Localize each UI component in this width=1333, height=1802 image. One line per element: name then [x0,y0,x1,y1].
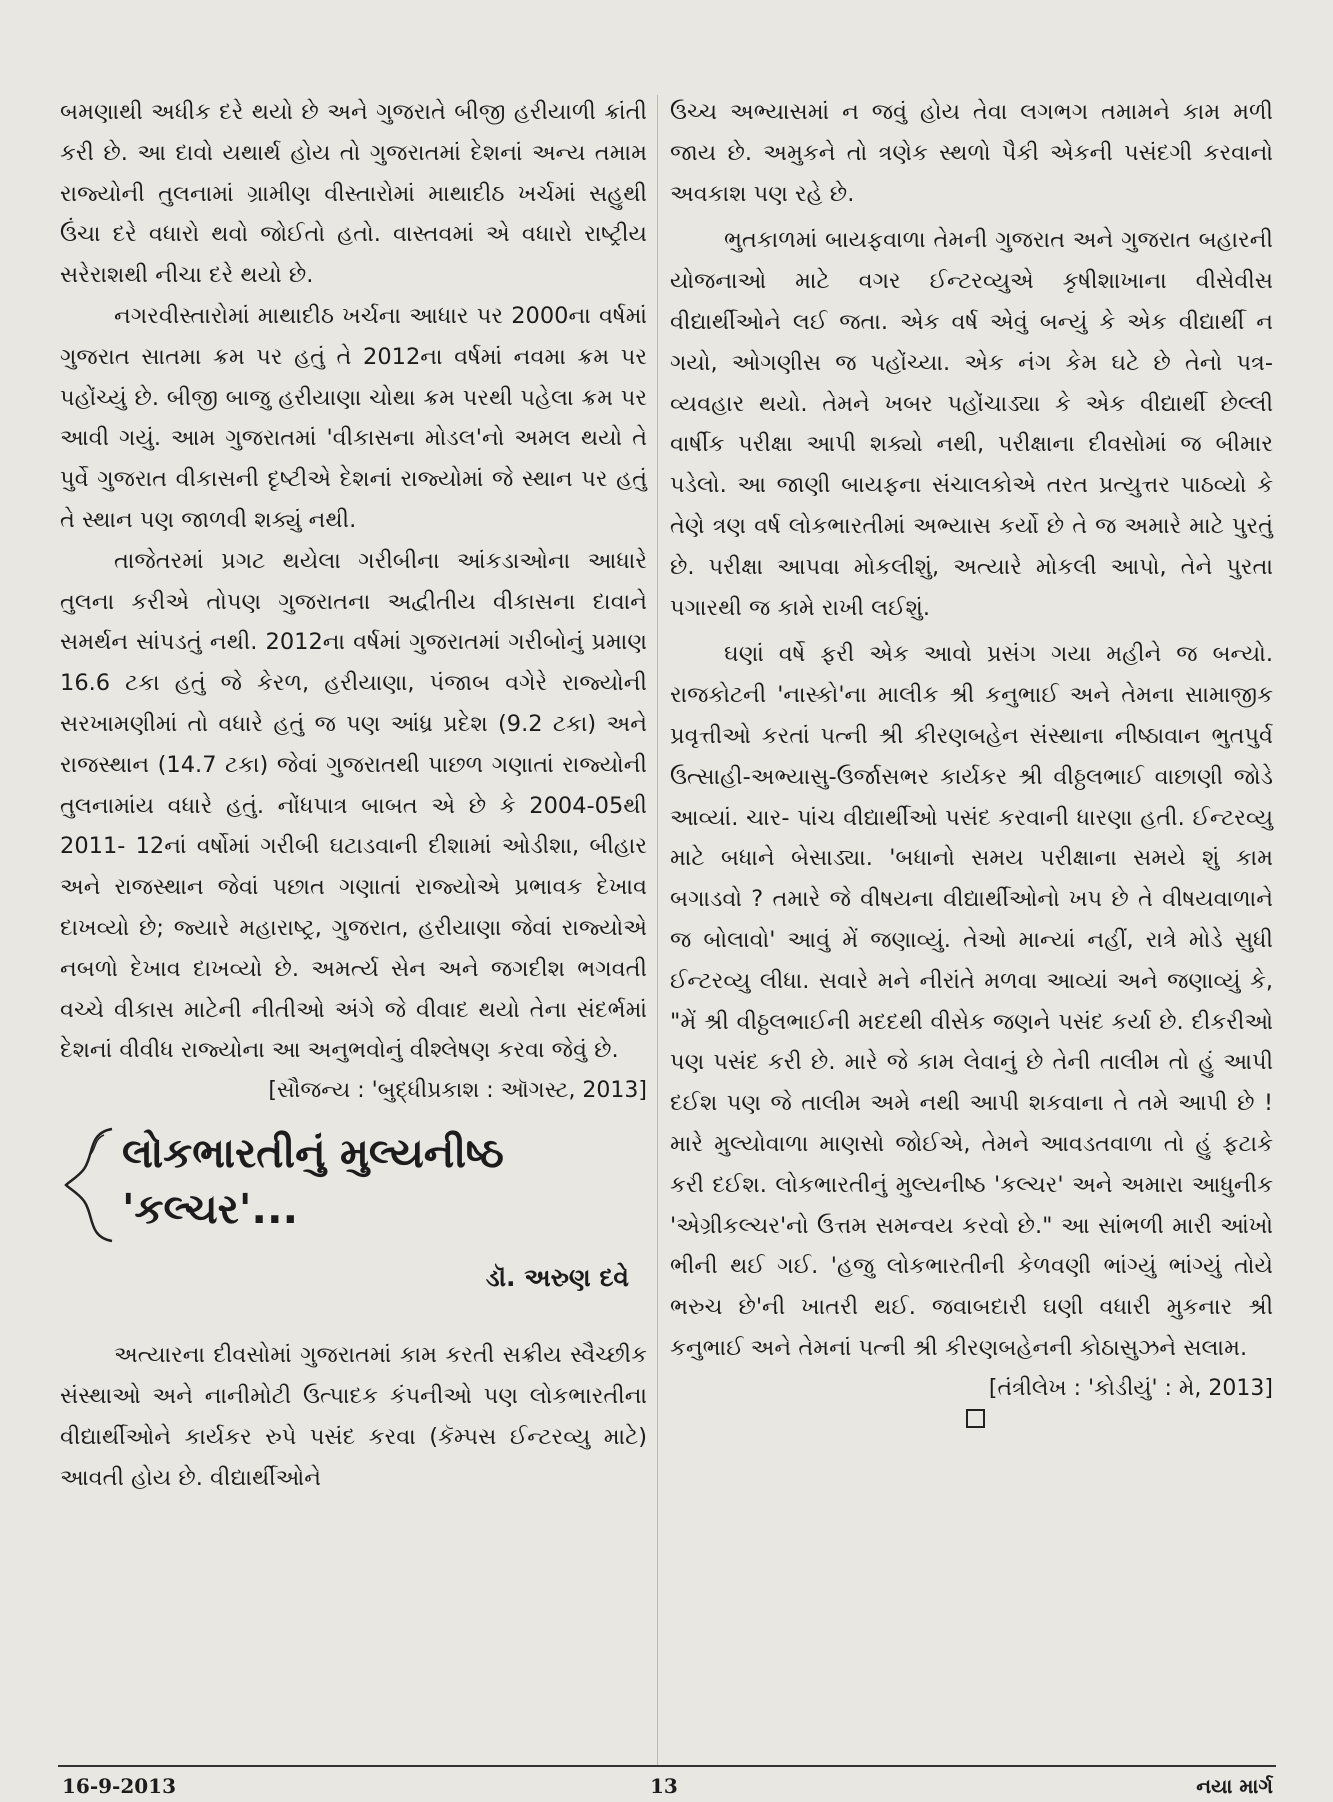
article-intro-paragraph: અત્યારના દીવસોમાં ગુજરાતમાં કામ કરતી સક્રીય સ્વૈચ્છીક સંસ્થાઓ અને નાનીમોટી ઉત્પાદક કંપનીઓ પણ લોકભારતીના વીદ્યાર્થીઓને કાર્યકર રુપે પસંદ કરવા (કૅમ્પસ ઈન્ટરવ્યુ માટે) આવતી હોય છે. વીદ્યાર્થીઓને [60,1342,647,1491]
article-author: ડૉ. અરુણ દવે [485,1263,629,1293]
article-header [60,1125,647,1335]
left-paragraph-3: તાજેતરમાં પ્રગટ થયેલા ગરીબીના આંકડાઓના આધારે તુલના કરીએ તોપણ ગુજરાતના અદ્વીતીય વીકાસના દાવાને સમર્થન સાંપડતું નથી. 2012ના વર્ષમાં ગુજરાતમાં ગરીબોનું પ્રમાણ 16.6 ટકા હતું જે કેરળ, હરીયાણા, પંજાબ વગેરે રાજ્યોની સરખામણીમાં તો વધારે હતું જ પણ આંધ્ર પ્રદેશ (9.2 ટકા) અને રાજસ્થાન (14.7 ટકા) જેવાં ગુજરાતથી પાછળ ગણાતાં રાજ્યોની તુલનામાંય વધારે હતું. નોંધપાત્ર બાબત એ છે કે 2004-05થી 2011- 12નાં વર્ષોમાં ગરીબી ઘટાડવાની દીશામાં ઓડીશા, બીહાર અને રાજસ્થાન જેવાં પછાત ગણાતાં રાજ્યોએ પ્રભાવક દેખાવ દાખવ્યો છે; જ્યારે મહારાષ્ટ્ર, ગુજરાત, હરીયાણા જેવાં રાજ્યોએ નબળો દેખાવ દાખવ્યો છે. અમર્ત્ય સેન અને જગદીશ ભગવતી વચ્ચે વીકાસ માટેની નીતીઓ અંગે જે વીવાદ થયો તેના સંદર્ભમાં દેશનાં વીવીધ રાજ્યોના આ અનુભવોનું વીશ્લેષણ કરવા જેવું છે. [60,547,647,1064]
footer-rule [58,1765,1276,1767]
page-number: 13 [650,1774,678,1798]
column-divider [657,95,658,1765]
article-title: લોકભારતીનું મુલ્યનીષ્ઠ [122,1129,504,1178]
left-source-credit: [સૌજન્ય : 'બુદ્ધીપ્રકાશ : ઑગસ્ટ, 2013] [268,1078,647,1104]
decorative-brace-icon [60,1125,120,1245]
left-column [60,92,647,1498]
end-of-article-square-icon [966,1409,985,1428]
right-paragraph-3: ઘણાં વર્ષે ફરી એક આવો પ્રસંગ ગયા મહીને જ બન્યો. રાજકોટની 'નાસ્કો'ના માલીક શ્રી કનુભાઈ અને તેમના સામાજીક પ્રવૃત્તીઓ કરતાં પત્ની શ્રી કીરણબહેન સંસ્થાના નીષ્ઠાવાન ભુતપુર્વ ઉત્સાહી-અભ્યાસુ-ઉર્જાસભર કાર્યકર શ્રી વીઠ્ઠલભાઈ વાછાણી જોડે આવ્યાં. ચાર- પાંચ વીદ્યાર્થીઓ પસંદ કરવાની ધારણા હતી. ઈન્ટરવ્યુ માટે બધાને બેસાડ્યા. 'બધાનો સમય પરીક્ષાના સમયે શું કામ બગાડવો ? તમારે જે વીષયના વીદ્યાર્થીઓનો ખપ છે તે વીષયવાળાને જ બોલાવો' આવું મેં જણાવ્યું. તેઓ માન્યાં નહીં, રાત્રે મોડે સુધી ઈન્ટરવ્યુ લીધા. સવારે મને નીરાંતે મળવા આવ્યાં અને જણાવ્યું કે, "મેં શ્રી વીઠ્ઠલભાઈની મદદથી વીસેક જણને પસંદ કર્યા છે. દીકરીઓ પણ પસંદ કરી છે. મારે જે કામ લેવાનું છે તેની તાલીમ તો હું આપી દઈશ પણ જે તાલીમ અમે નથી આપી શકવાના તે તમે આપી છે ! મારે મુલ્યોવાળા માણસો જોઈએ, તેમને આવડતવાળા તો હું ફટાકે કરી દઈશ. લોકભારતીનું મુલ્યનીષ્ઠ 'કલ્ચર' અને અમારા આધુનીક 'એગ્રીકલ્ચર'નો ઉત્તમ સમન્વય કરવો છે." આ સાંભળી મારી આંખો ભીની થઈ ગઈ. 'હજુ લોકભારતીની કેળવણી ભાંગ્યું ભાંગ્યું તોયે ભરુચ છે'ની ખાતરી થઈ. જવાબદારી ઘણી વધારી મુકનાર શ્રી કનુભાઈ અને તેમનાં પત્ની શ્રી કીરણબહેનની કોઠાસુઝને સલામ. [670,641,1273,1361]
magazine-name: નયા માર્ગ [1196,1774,1273,1798]
left-paragraph-2: નગરવીસ્તારોમાં માથાદીઠ ખર્ચના આધાર પર 2000ના વર્ષમાં ગુજરાત સાતમા ક્રમ પર હતું તે 2012ના વર્ષમાં નવમા ક્રમ પર પહોંચ્યું છે. બીજી બાજુ હરીયાણા ચોથા ક્રમ પરથી પહેલા ક્રમ પર આવી ગયું. આમ ગુજરાતમાં 'વીકાસના મોડલ'નો અમલ થયો તે પુર્વે ગુજરાત વીકાસની દૃષ્ટીએ દેશનાં રાજ્યોમાં જે સ્થાન પર હતું તે સ્થાન પણ જાળવી શક્યું નથી. [60,302,647,533]
footer-date: 16-9-2013 [62,1774,177,1798]
article-subtitle: 'કલ્ચર'... [122,1185,299,1234]
right-paragraph-2: ભુતકાળમાં બાયફવાળા તેમની ગુજરાત અને ગુજરાત બહારની યોજનાઓ માટે વગર ઈન્ટરવ્યુએ કૃષીશાખાના વીસેવીસ વીદ્યાર્થીઓને લઈ જતા. એક વર્ષ એવું બન્યું કે એક વીદ્યાર્થી ન ગયો, ઓગણીસ જ પહોંચ્યા. એક નંગ કેમ ઘટે છે તેનો પત્ર-વ્યવહાર થયો. તેમને ખબર પહોંચાડ્યા કે એક વીદ્યાર્થી છેલ્લી વાર્ષીક પરીક્ષા આપી શક્યો નથી, પરીક્ષાના દીવસોમાં જ બીમાર પડેલો. આ જાણી બાયફના સંચાલકોએ તરત પ્રત્યુત્તર પાઠવ્યો કે તેણે ત્રણ વર્ષ લોકભારતીમાં અભ્યાસ કર્યો છે તે જ અમારે માટે પુરતું છે. પરીક્ષા આપવા મોકલીશું, અત્યારે મોકલી આપો, તેને પુરતા પગારથી જ કામે રાખી લઈશું. [670,227,1273,621]
left-paragraph-1: બમણાથી અધીક દરે થયો છે અને ગુજરાતે બીજી હરીયાળી ક્રાંતી કરી છે. આ દાવો યથાર્થ હોય તો ગુજરાતમાં દેશનાં અન્ય તમામ રાજ્યોની તુલનામાં ગ્રામીણ વીસ્તારોમાં માથાદીઠ ખર્ચમાં સહુથી ઉંચા દરે વધારો થવો જોઈતો હતો. વાસ્તવમાં એ વધારો રાષ્ટ્રીય સરેરાશથી નીચા દરે થયો છે. [60,99,647,289]
right-paragraph-1: ઉચ્ચ અભ્યાસમાં ન જવું હોય તેવા લગભગ તમામને કામ મળી જાય છે. અમુકને તો ત્રણેક સ્થળો પૈકી એકની પસંદગી કરવાનો અવકાશ પણ રહે છે. [670,99,1273,207]
right-source-credit: [તંત્રીલેખ : 'કોડીયું' : મે, 2013] [988,1375,1273,1401]
right-column [670,92,1273,1428]
